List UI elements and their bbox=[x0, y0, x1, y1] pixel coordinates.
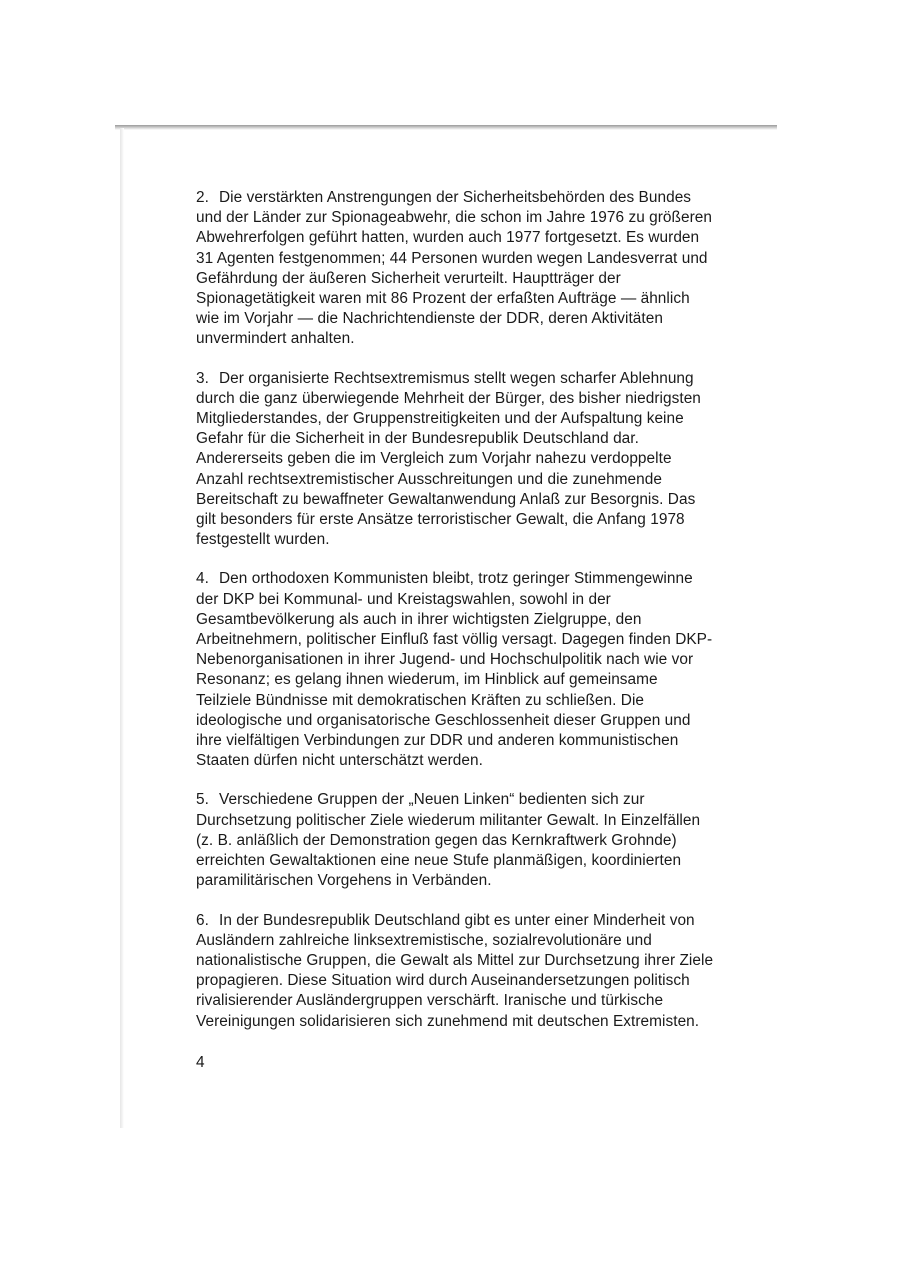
paragraph-4 bbox=[196, 569, 716, 771]
paragraph-text: Der organisierte Rechtsextremismus stellt wegen scharfer Ablehnung durch die ganz überwiegende Mehrheit der Bürger, des bisher niedrigsten Mitgliederstandes, der Gruppenstreitigkeiten und der Aufspaltung keine Gefahr für die Sicherheit in der Bundesrepublik Deutschland dar. Andererseits geben die im Vergleich zum Vorjahr nahezu verdoppelte Anzahl rechtsextremistischer Ausschreitungen und die zunehmende Bereitschaft zu bewaffneter Gewaltanwendung Anlaß zur Besorgnis. Das gilt besonders für erste Ansätze terroristischer Gewalt, die Anfang 1978 festgestellt wurden. bbox=[196, 369, 701, 549]
page-edge-top bbox=[115, 125, 777, 130]
paragraph-text: Die verstärkten Anstrengungen der Sicherheitsbehörden des Bundes und der Länder zur Spionageabwehr, die schon im Jahre 1976 zu größeren Abwehrerfolgen geführt hatten, wurden auch 1977 fortgesetzt. Es wurden 31 Agenten festgenommen; 44 Personen wurden wegen Landesverrat und Gefährdung der äußeren Sicherheit verurteilt. Hauptträger der Spionagetätigkeit waren mit 86 Prozent der erfaßten Aufträge — ähnlich wie im Vorjahr — die Nachrichtendienste der DDR, deren Aktivitäten unvermindert anhalten. bbox=[196, 189, 712, 348]
paragraph-number: 5. bbox=[196, 791, 209, 809]
paragraph-text: Verschiedene Gruppen der „Neuen Linken“ bedienten sich zur Durchsetzung politischer Ziele wiederum militanter Gewalt. In Einzelfällen (z. B. anläßlich der Demonstration gegen das Kernkraftwerk Grohnde) erreichten Gewaltaktionen eine neue Stufe planmäßigen, koordinierten paramilitärischen Vorgehens in Verbänden. bbox=[196, 791, 701, 890]
paragraph-6 bbox=[196, 911, 716, 1032]
paragraph-number: 2. bbox=[196, 189, 209, 206]
paragraph-text: Den orthodoxen Kommunisten bleibt, trotz geringer Stimmengewinne der DKP bei Kommunal- und Kreistagswahlen, sowohl in der Gesamtbevölkerung als auch in ihrer wichtigsten Zielgruppe, den Arbeitnehmern, politischer Einfluß fast völlig versagt. Dagegen finden DKP-Nebenorganisationen in ihrer Jugend- und Hochschulpolitik nach wie vor Resonanz; es gelang ihnen wiederum, im Hinblick auf gemeinsame Teilziele Bündnisse mit demokratischen Kräften zu schließen. Die ideologische und organisatorische Geschlossenheit dieser Gruppen und ihre vielfältigen Verbindungen zur DDR und anderen kommunistischen Staaten dürfen nicht unterschätzt werden. bbox=[196, 570, 713, 770]
paragraph-number: 4. bbox=[196, 570, 209, 588]
paragraph-3 bbox=[196, 369, 716, 551]
paragraph-text: In der Bundesrepublik Deutschland gibt es unter einer Minderheit von Ausländern zahlreiche linksextremistische, sozialrevolutionäre und nationalistische Gruppen, die Gewalt als Mittel zur Durchsetzung ihrer Ziele propagieren. Diese Situation wird durch Auseinandersetzungen politisch rivalisierender Ausländergruppen verschärft. Iranische und türkische Vereinigungen solidarisieren sich zunehmend mit deutschen Extremisten. bbox=[196, 911, 714, 1030]
paragraph-number: 6. bbox=[196, 911, 209, 929]
paragraph-number: 3. bbox=[196, 369, 209, 387]
document-body bbox=[196, 188, 716, 1051]
paragraph-2 bbox=[196, 188, 716, 350]
page-edge-left bbox=[120, 128, 124, 1128]
page-number: 4 bbox=[196, 1054, 205, 1071]
paragraph-5 bbox=[196, 790, 716, 891]
